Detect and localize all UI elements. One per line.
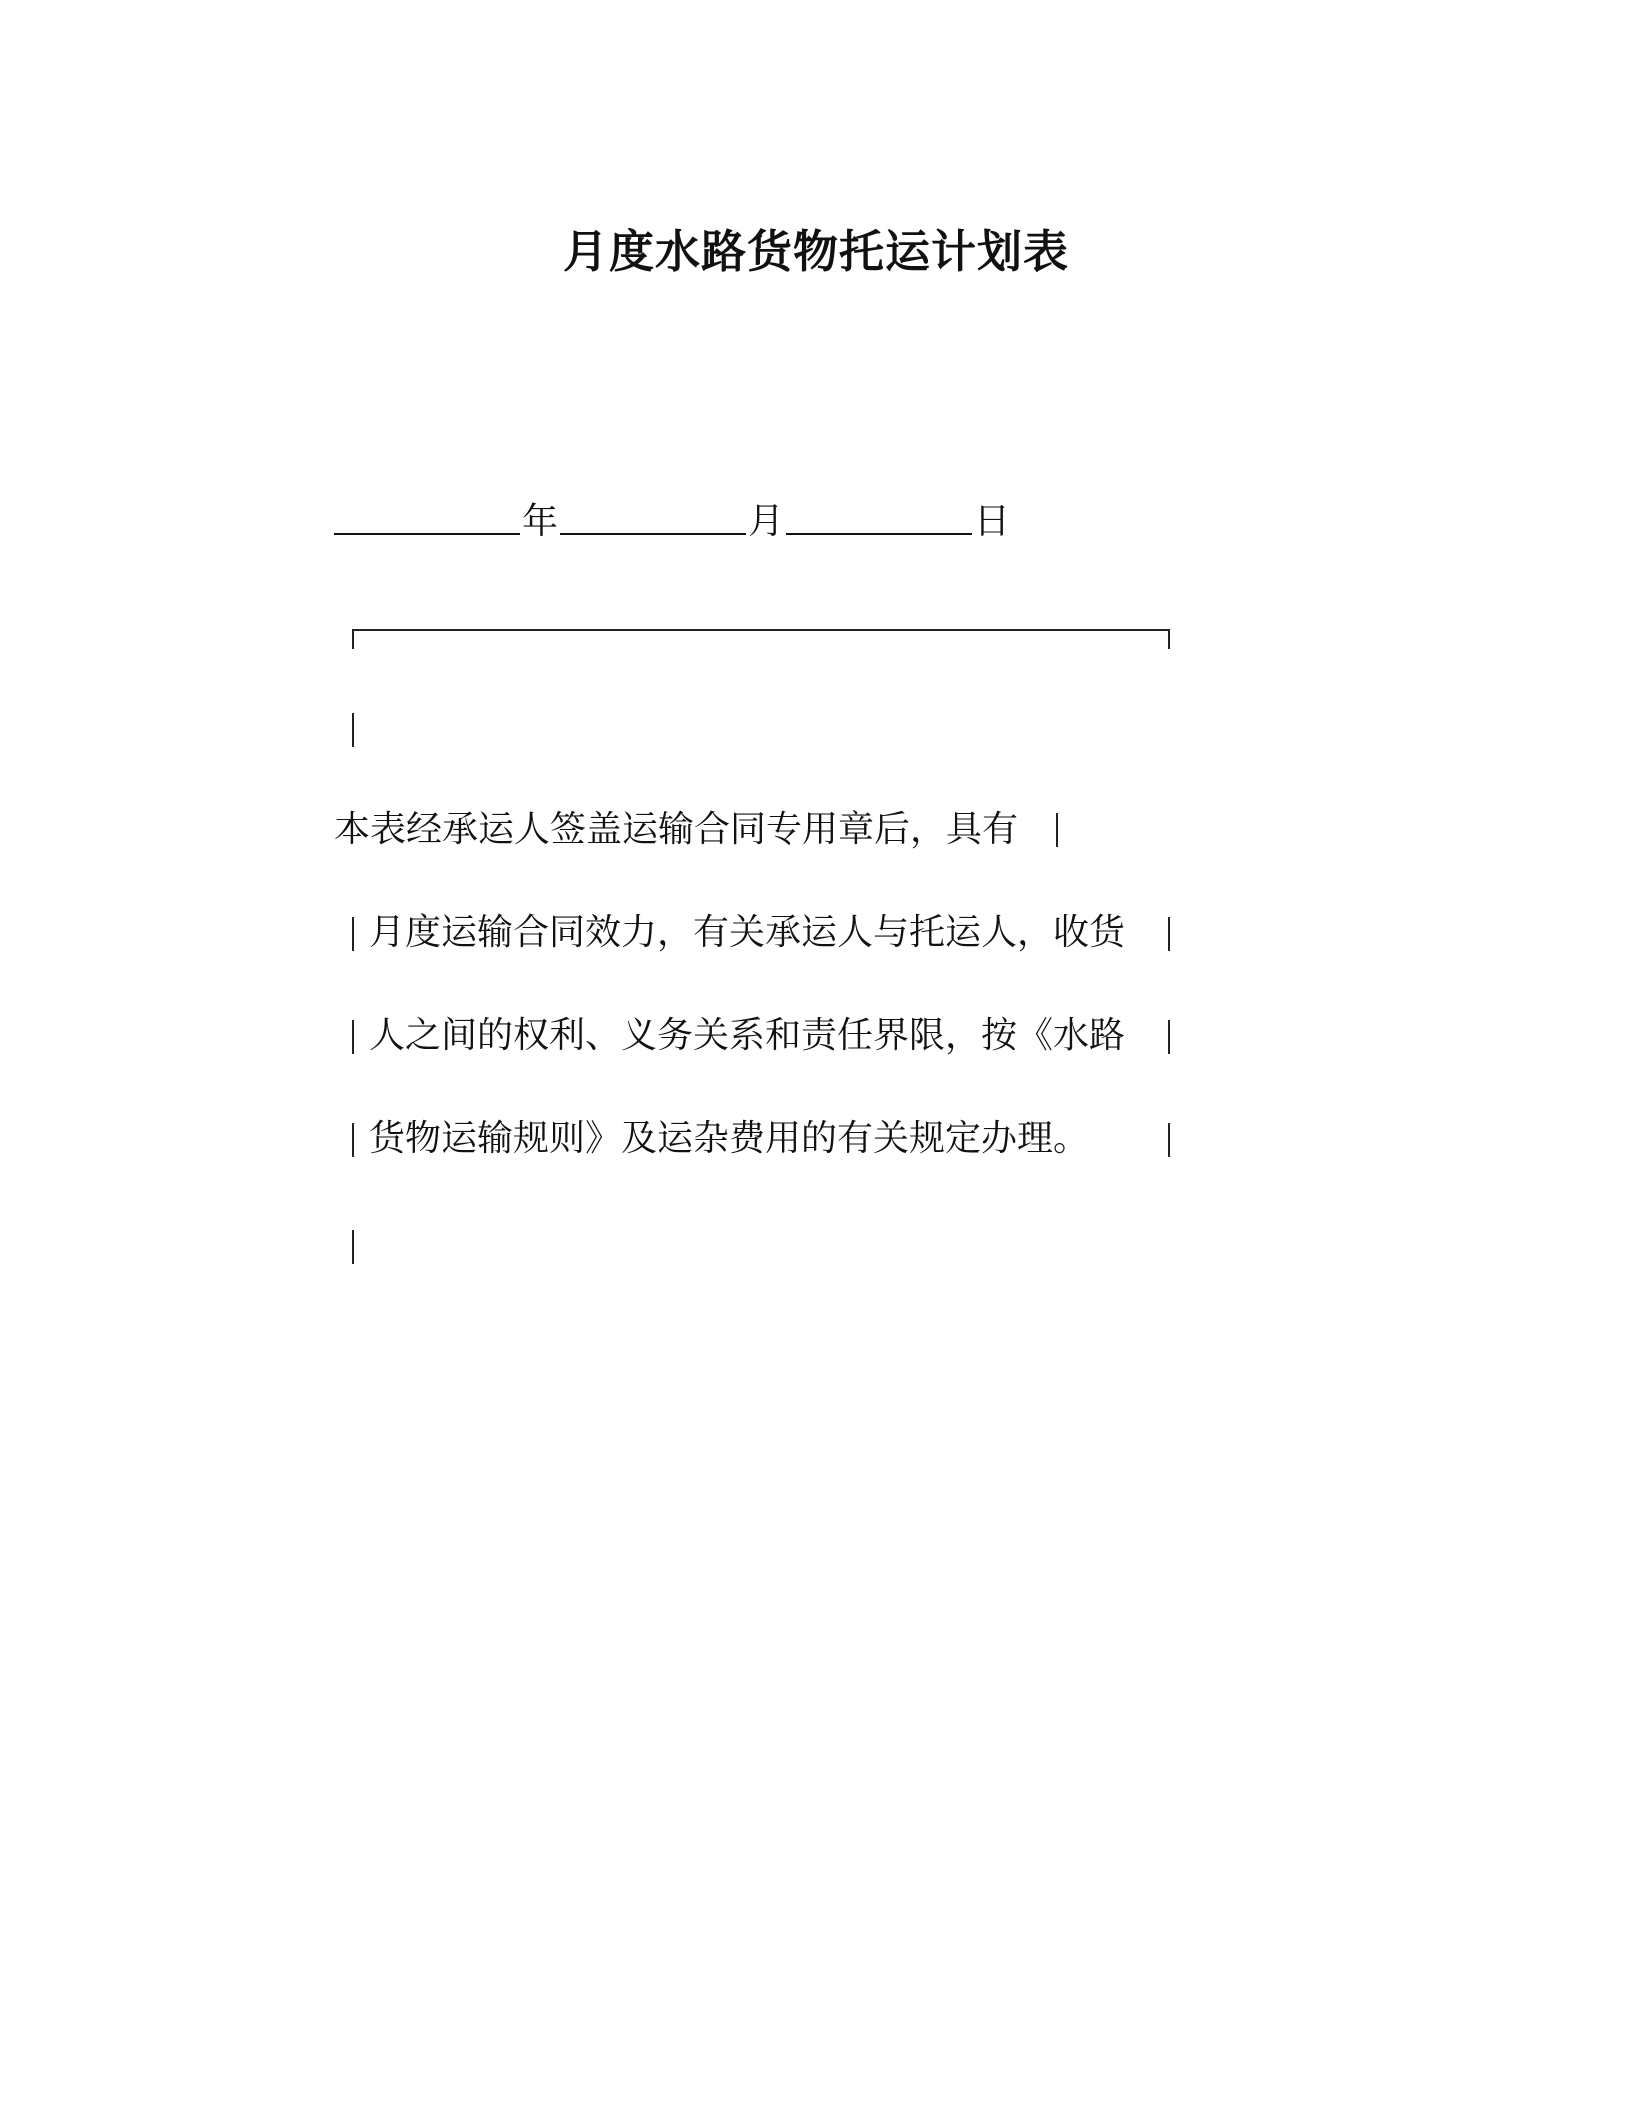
year-blank	[334, 493, 520, 535]
notice-line-2: 月度运输合同效力，有关承运人与托运人，收货	[369, 912, 1126, 953]
day-blank	[786, 493, 972, 535]
frame-right-border	[1168, 917, 1170, 951]
notice-line-4: 货物运输规则》及运杂费用的有关规定办理。	[369, 1118, 1090, 1159]
frame-left-border	[352, 917, 354, 951]
frame-left-border	[352, 713, 354, 747]
frame-top-border	[352, 629, 1170, 631]
frame-top-right-corner	[1168, 629, 1170, 649]
frame-top-left-corner	[352, 629, 354, 649]
frame-left-border	[352, 1230, 354, 1264]
month-label: 月	[748, 501, 785, 542]
frame-right-border	[1168, 1020, 1170, 1054]
document-title: 月度水路货物托运计划表	[562, 225, 1069, 278]
date-line	[334, 492, 1012, 552]
day-label: 日	[974, 501, 1011, 542]
notice-line-1: 本表经承运人签盖运输合同专用章后，具有	[334, 809, 1019, 850]
frame-right-border	[1168, 1123, 1170, 1157]
frame-left-border	[352, 1123, 354, 1157]
frame-left-border	[352, 1020, 354, 1054]
month-blank	[560, 493, 746, 535]
frame-right-border	[1056, 813, 1058, 847]
year-label: 年	[522, 501, 559, 542]
notice-line-3: 人之间的权利、义务关系和责任界限，按《水路	[369, 1015, 1126, 1056]
